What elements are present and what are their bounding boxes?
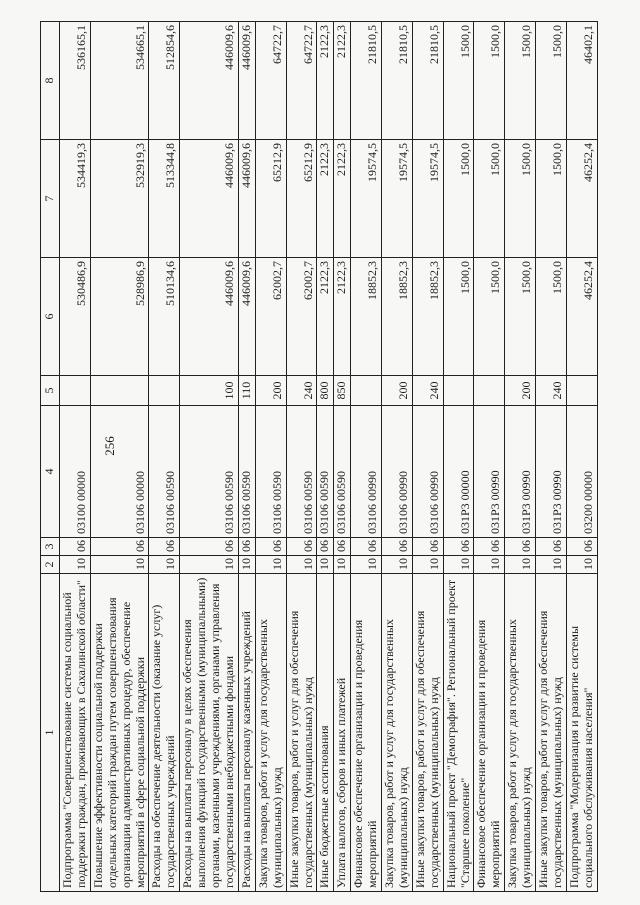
row-subsection: 06 bbox=[180, 538, 239, 556]
table-row bbox=[382, 22, 413, 892]
row-name: Расходы на выплаты персоналу казенных учреждений bbox=[238, 574, 255, 892]
row-subsection: 06 bbox=[474, 538, 505, 556]
table-row bbox=[60, 22, 91, 892]
row-section: 10 bbox=[149, 556, 180, 574]
row-subsection: 06 bbox=[351, 538, 382, 556]
row-target-code: 03106 00590 bbox=[180, 406, 239, 538]
row-name: Закупка товаров, работ и услуг для государственных (муниципальных) нужд bbox=[505, 574, 536, 892]
row-target-code: 03100 00000 bbox=[60, 406, 91, 538]
header-col-2: 2 bbox=[41, 556, 60, 574]
row-value-2: 513344,8 bbox=[149, 140, 180, 258]
budget-table bbox=[40, 21, 598, 892]
row-target-code: 03106 00590 bbox=[255, 406, 286, 538]
row-value-3: 64722,7 bbox=[255, 22, 286, 140]
row-subsection: 06 bbox=[505, 538, 536, 556]
header-col-4: 4 bbox=[41, 406, 60, 538]
row-expense-type: 240 bbox=[536, 376, 567, 406]
row-value-2: 534419,3 bbox=[60, 140, 91, 258]
row-value-1: 1500,0 bbox=[536, 258, 567, 376]
row-subsection: 06 bbox=[149, 538, 180, 556]
row-value-2: 1500,0 bbox=[443, 140, 474, 258]
table-body bbox=[60, 22, 598, 892]
row-section: 10 bbox=[90, 556, 149, 574]
row-expense-type bbox=[474, 376, 505, 406]
row-subsection: 06 bbox=[90, 538, 149, 556]
row-value-3: 512854,6 bbox=[149, 22, 180, 140]
row-value-1: 446009,6 bbox=[238, 258, 255, 376]
row-expense-type bbox=[443, 376, 474, 406]
row-target-code: 031P3 00990 bbox=[474, 406, 505, 538]
row-target-code: 03106 00990 bbox=[351, 406, 382, 538]
table-row bbox=[180, 22, 239, 892]
row-subsection: 06 bbox=[238, 538, 255, 556]
table-row bbox=[90, 22, 149, 892]
row-expense-type: 200 bbox=[505, 376, 536, 406]
table-row bbox=[505, 22, 536, 892]
row-value-3: 21810,5 bbox=[351, 22, 382, 140]
header-col-3: 3 bbox=[41, 538, 60, 556]
row-value-3: 21810,5 bbox=[412, 22, 443, 140]
table-row bbox=[474, 22, 505, 892]
row-target-code: 03106 00590 bbox=[238, 406, 255, 538]
header-col-5: 5 bbox=[41, 376, 60, 406]
table-row bbox=[443, 22, 474, 892]
table-row bbox=[149, 22, 180, 892]
row-value-3: 46402,1 bbox=[566, 22, 597, 140]
row-subsection: 06 bbox=[286, 538, 317, 556]
rotated-table-container bbox=[40, 22, 596, 892]
row-value-2: 532919,3 bbox=[90, 140, 149, 258]
row-value-3: 536165,1 bbox=[60, 22, 91, 140]
row-value-2: 1500,0 bbox=[505, 140, 536, 258]
row-value-1: 62002,7 bbox=[286, 258, 317, 376]
row-subsection: 06 bbox=[334, 538, 351, 556]
row-target-code: 03200 00000 bbox=[566, 406, 597, 538]
row-subsection: 06 bbox=[536, 538, 567, 556]
table-row bbox=[566, 22, 597, 892]
row-value-1: 530486,9 bbox=[60, 258, 91, 376]
row-name: Иные закупки товаров, работ и услуг для обеспечения государственных (муниципальных) нужд bbox=[412, 574, 443, 892]
header-row bbox=[41, 22, 60, 892]
row-value-2: 19574,5 bbox=[351, 140, 382, 258]
row-name: Иные бюджетные ассигнования bbox=[317, 574, 334, 892]
table-row bbox=[238, 22, 255, 892]
row-section: 10 bbox=[334, 556, 351, 574]
row-target-code: 03106 00590 bbox=[149, 406, 180, 538]
table-row bbox=[334, 22, 351, 892]
row-value-1: 2122,3 bbox=[334, 258, 351, 376]
row-section: 10 bbox=[412, 556, 443, 574]
row-name: Финансовое обеспечение организации и проведения мероприятий bbox=[474, 574, 505, 892]
row-name: Национальный проект "Демография". Региональный проект "Старшее поколение" bbox=[443, 574, 474, 892]
row-value-3: 2122,3 bbox=[317, 22, 334, 140]
row-value-2: 46252,4 bbox=[566, 140, 597, 258]
row-expense-type bbox=[149, 376, 180, 406]
row-expense-type: 110 bbox=[238, 376, 255, 406]
row-section: 10 bbox=[351, 556, 382, 574]
row-name: Повышение эффективности социальной поддержки отдельных категорий граждан путем совершенствования организации административных процедур, обеспечение мероприятий в сфере социальной поддержки bbox=[90, 574, 149, 892]
row-target-code: 031P3 00990 bbox=[536, 406, 567, 538]
row-name: Расходы на выплаты персоналу в целях обеспечения выполнения функций государственными (муниципальными) органами, казенными учреждениями, органами управления государственными внебюджетными фондами bbox=[180, 574, 239, 892]
row-expense-type bbox=[351, 376, 382, 406]
row-value-1: 18852,3 bbox=[412, 258, 443, 376]
row-section: 10 bbox=[60, 556, 91, 574]
row-section: 10 bbox=[443, 556, 474, 574]
table-row bbox=[286, 22, 317, 892]
row-section: 10 bbox=[505, 556, 536, 574]
row-target-code: 03106 00000 bbox=[90, 406, 149, 538]
row-value-3: 21810,5 bbox=[382, 22, 413, 140]
row-value-2: 2122,3 bbox=[317, 140, 334, 258]
row-expense-type bbox=[566, 376, 597, 406]
row-value-1: 1500,0 bbox=[474, 258, 505, 376]
row-value-3: 446009,6 bbox=[180, 22, 239, 140]
row-value-1: 1500,0 bbox=[443, 258, 474, 376]
row-name: Закупка товаров, работ и услуг для государственных (муниципальных) нужд bbox=[382, 574, 413, 892]
row-expense-type: 200 bbox=[382, 376, 413, 406]
row-value-1: 1500,0 bbox=[505, 258, 536, 376]
row-subsection: 06 bbox=[60, 538, 91, 556]
row-section: 10 bbox=[566, 556, 597, 574]
row-expense-type: 850 bbox=[334, 376, 351, 406]
row-name: Иные закупки товаров, работ и услуг для обеспечения государственных (муниципальных) нужд bbox=[536, 574, 567, 892]
row-name: Финансовое обеспечение организации и проведения мероприятий bbox=[351, 574, 382, 892]
header-col-7: 7 bbox=[41, 140, 60, 258]
table-row bbox=[317, 22, 334, 892]
row-subsection: 06 bbox=[443, 538, 474, 556]
row-value-1: 46252,4 bbox=[566, 258, 597, 376]
row-value-1: 528986,9 bbox=[90, 258, 149, 376]
row-subsection: 06 bbox=[412, 538, 443, 556]
row-expense-type: 240 bbox=[412, 376, 443, 406]
row-target-code: 03106 00590 bbox=[334, 406, 351, 538]
row-value-2: 65212,9 bbox=[286, 140, 317, 258]
row-value-1: 62002,7 bbox=[255, 258, 286, 376]
row-value-1: 18852,3 bbox=[351, 258, 382, 376]
table-row bbox=[351, 22, 382, 892]
row-value-2: 1500,0 bbox=[474, 140, 505, 258]
header-col-1: 1 bbox=[41, 574, 60, 892]
row-value-2: 2122,3 bbox=[334, 140, 351, 258]
table-row bbox=[412, 22, 443, 892]
row-target-code: 03106 00590 bbox=[286, 406, 317, 538]
row-section: 10 bbox=[238, 556, 255, 574]
row-subsection: 06 bbox=[566, 538, 597, 556]
row-target-code: 03106 00590 bbox=[317, 406, 334, 538]
row-section: 10 bbox=[536, 556, 567, 574]
row-name: Закупка товаров, работ и услуг для государственных (муниципальных) нужд bbox=[255, 574, 286, 892]
row-section: 10 bbox=[286, 556, 317, 574]
row-name: Расходы на обеспечение деятельности (оказание услуг) государственных учреждений bbox=[149, 574, 180, 892]
row-value-2: 446009,6 bbox=[238, 140, 255, 258]
row-expense-type: 100 bbox=[180, 376, 239, 406]
row-name: Уплата налогов, сборов и иных платежей bbox=[334, 574, 351, 892]
row-subsection: 06 bbox=[382, 538, 413, 556]
row-value-1: 18852,3 bbox=[382, 258, 413, 376]
row-section: 10 bbox=[474, 556, 505, 574]
row-value-1: 446009,6 bbox=[180, 258, 239, 376]
header-col-8: 8 bbox=[41, 22, 60, 140]
row-section: 10 bbox=[382, 556, 413, 574]
row-subsection: 06 bbox=[255, 538, 286, 556]
row-value-3: 1500,0 bbox=[474, 22, 505, 140]
row-expense-type: 800 bbox=[317, 376, 334, 406]
page-number: 256 bbox=[101, 436, 117, 456]
row-value-1: 510134,6 bbox=[149, 258, 180, 376]
row-value-3: 1500,0 bbox=[505, 22, 536, 140]
row-value-3: 446009,6 bbox=[238, 22, 255, 140]
row-value-1: 2122,3 bbox=[317, 258, 334, 376]
row-subsection: 06 bbox=[317, 538, 334, 556]
row-target-code: 031P3 00000 bbox=[443, 406, 474, 538]
row-section: 10 bbox=[255, 556, 286, 574]
row-section: 10 bbox=[317, 556, 334, 574]
row-expense-type: 240 bbox=[286, 376, 317, 406]
row-value-3: 2122,3 bbox=[334, 22, 351, 140]
row-value-2: 19574,5 bbox=[412, 140, 443, 258]
table-row bbox=[536, 22, 567, 892]
table-row bbox=[255, 22, 286, 892]
row-name: Подпрограмма "Совершенствование системы социальной поддержки граждан, проживающих в Сахалинской области" bbox=[60, 574, 91, 892]
row-value-2: 446009,6 bbox=[180, 140, 239, 258]
row-value-2: 19574,5 bbox=[382, 140, 413, 258]
row-target-code: 031P3 00990 bbox=[505, 406, 536, 538]
row-value-2: 1500,0 bbox=[536, 140, 567, 258]
row-value-2: 65212,9 bbox=[255, 140, 286, 258]
row-value-3: 64722,7 bbox=[286, 22, 317, 140]
row-value-3: 1500,0 bbox=[536, 22, 567, 140]
row-name: Иные закупки товаров, работ и услуг для обеспечения государственных (муниципальных) нужд bbox=[286, 574, 317, 892]
row-target-code: 03106 00990 bbox=[412, 406, 443, 538]
row-target-code: 03106 00990 bbox=[382, 406, 413, 538]
row-value-3: 1500,0 bbox=[443, 22, 474, 140]
header-col-6: 6 bbox=[41, 258, 60, 376]
row-expense-type bbox=[90, 376, 149, 406]
row-expense-type: 200 bbox=[255, 376, 286, 406]
row-expense-type bbox=[60, 376, 91, 406]
row-section: 10 bbox=[180, 556, 239, 574]
row-value-3: 534665,1 bbox=[90, 22, 149, 140]
row-name: Подпрограмма "Модернизация и развитие системы социального обслуживания населения" bbox=[566, 574, 597, 892]
